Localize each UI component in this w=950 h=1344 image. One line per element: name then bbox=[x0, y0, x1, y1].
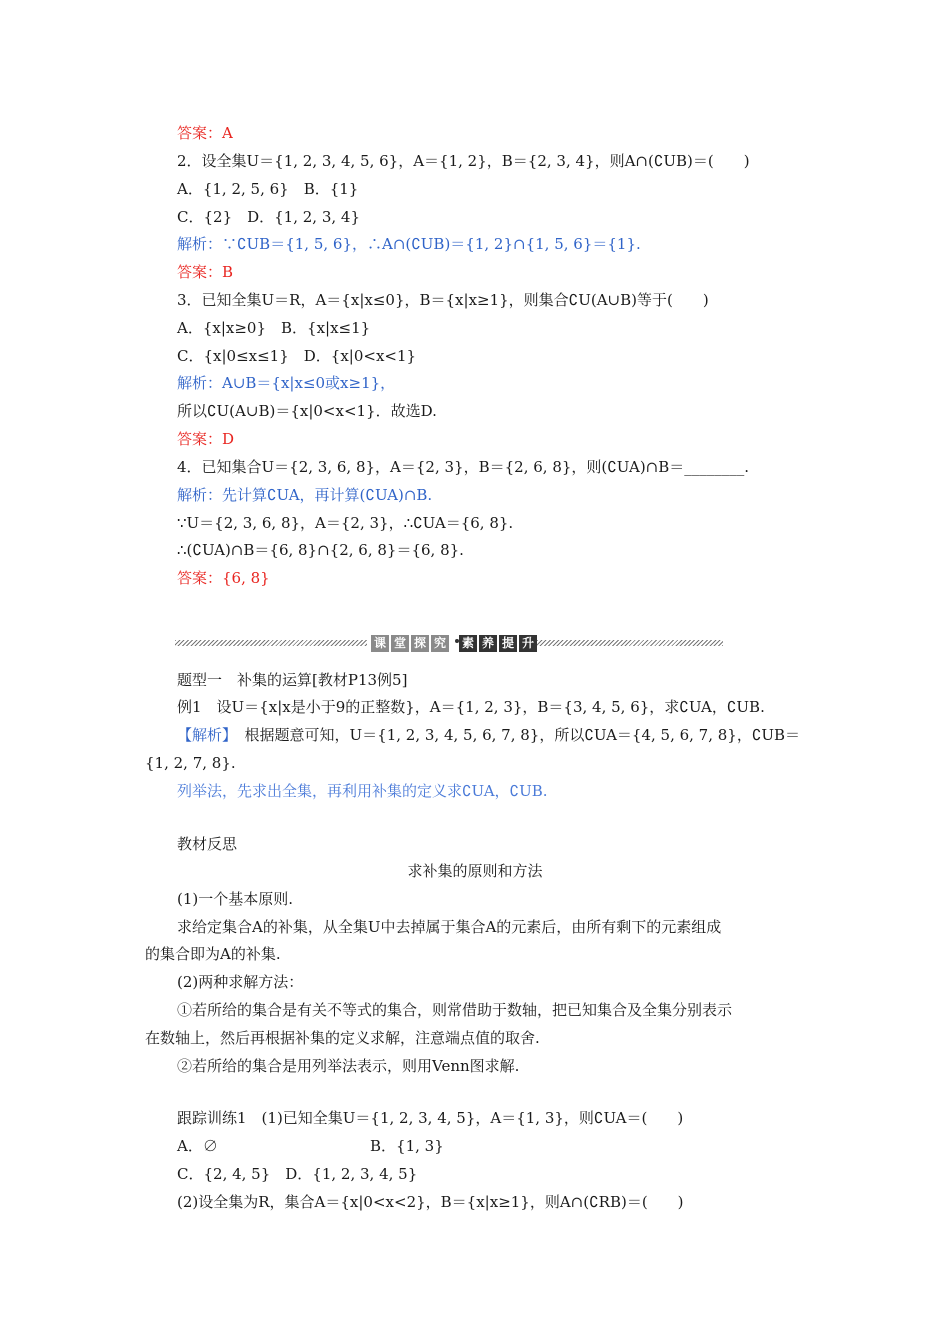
banner-char: 提 bbox=[499, 635, 517, 652]
banner-char: 升 bbox=[519, 635, 537, 652]
answer-line: 答案：B bbox=[177, 263, 234, 281]
example-1: 例1 设U＝{x|x是小于9的正整数}，A＝{1, 2, 3}，B＝{3, 4, 5, 6}，求∁UA，∁UB. bbox=[177, 698, 765, 716]
banner-char: 探 bbox=[411, 635, 429, 652]
section-banner bbox=[175, 634, 723, 654]
options-line: A．{1, 2, 5, 6} B．{1} bbox=[177, 180, 359, 198]
banner-char: 养 bbox=[479, 635, 497, 652]
options-line: C．{2} D．{1, 2, 3, 4} bbox=[177, 208, 361, 226]
analysis-line: 解析：A∪B＝{x|x≤0或x≥1}， bbox=[177, 374, 396, 392]
banner-hatch-right bbox=[537, 640, 723, 646]
options-line bbox=[177, 1136, 218, 1156]
solution-label: 【解析】 bbox=[177, 726, 230, 744]
section-heading: 题型一 补集的运算[教材P13例5] bbox=[177, 671, 408, 689]
banner-char: 究 bbox=[431, 635, 449, 652]
analysis-line: 解析：先计算∁UA，再计算(∁UA)∩B. bbox=[177, 486, 433, 504]
banner-char: 堂 bbox=[391, 635, 409, 652]
solution-text: 根据题意可知，U＝{1, 2, 3, 4, 5, 6, 7, 8}，所以∁UA＝{4, 5, 6, 7, 8}，∁UB＝ bbox=[229, 726, 801, 744]
method-1-cont: 在数轴上，然后再根据补集的定义求解，注意端点值的取舍. bbox=[145, 1029, 540, 1047]
analysis-text: 所以∁U(A∪B)＝{x|0<x<1}．故选D. bbox=[177, 402, 437, 420]
analysis-text: ∴(∁UA)∩B＝{6, 8}∩{2, 6, 8}＝{6, 8}. bbox=[177, 541, 464, 559]
analysis-line: 解析：∵∁UB＝{1, 5, 6}，∴A∩(∁UB)＝{1, 2}∩{1, 5, 6}＝{1}. bbox=[177, 235, 641, 253]
solution-line bbox=[177, 725, 800, 745]
solution-continued: {1, 2, 7, 8}. bbox=[145, 754, 236, 772]
principle-text: 求给定集合A的补集，从全集U中去掉属于集合A的元素后，由所有剩下的元素组成 bbox=[177, 918, 722, 936]
banner-hatch-left bbox=[175, 640, 367, 646]
options-line: C．{2, 4, 5} D．{1, 2, 3, 4, 5} bbox=[177, 1165, 418, 1183]
question-4: 4．已知集合U＝{2, 3, 6, 8}，A＝{2, 3}，B＝{2, 6, 8}，则(∁UA)∩B＝________. bbox=[177, 458, 750, 476]
answer-line: 答案：A bbox=[177, 124, 233, 142]
answer-line: 答案：{6, 8} bbox=[177, 569, 270, 587]
practice-2: (2)设全集为R，集合A＝{x|0<x<2}，B＝{x|x≥1}，则A∩(∁RB)＝( ) bbox=[177, 1193, 684, 1211]
banner-char: 课 bbox=[371, 635, 389, 652]
method-1: ①若所给的集合是有关不等式的集合，则常借助于数轴，把已知集合及全集分别表示 bbox=[177, 1001, 733, 1019]
options-line: A．{x|x≥0} B．{x|x≤1} bbox=[177, 319, 371, 337]
options-line: C．{x|0≤x≤1} D．{x|0<x<1} bbox=[177, 347, 417, 365]
reflection-label: 教材反思 bbox=[177, 835, 238, 853]
question-3: 3．已知全集U＝R，A＝{x|x≤0}，B＝{x|x≥1}，则集合∁U(A∪B)等于( ) bbox=[177, 291, 709, 309]
banner-tag-right bbox=[459, 634, 539, 652]
method-note: 列举法，先求出全集，再利用补集的定义求∁UA，∁UB. bbox=[177, 782, 548, 800]
answer-line: 答案：D bbox=[177, 430, 235, 448]
methods-heading: (2)两种求解方法： bbox=[177, 973, 304, 991]
analysis-text: ∵U＝{2, 3, 6, 8}，A＝{2, 3}，∴∁UA＝{6, 8}. bbox=[177, 514, 514, 532]
principle-heading: (1)一个基本原则. bbox=[177, 890, 294, 908]
reflection-title: 求补集的原则和方法 bbox=[407, 862, 543, 880]
banner-char: 素 bbox=[459, 635, 477, 652]
method-2: ②若所给的集合是用列举法表示，则用Venn图求解. bbox=[177, 1057, 520, 1075]
practice-1: 跟踪训练1 (1)已知全集U＝{1, 2, 3, 4, 5}，A＝{1, 3}，则∁UA＝( ) bbox=[177, 1109, 684, 1127]
option-b: B．{1, 3} bbox=[370, 1137, 444, 1155]
question-2: 2．设全集U＝{1, 2, 3, 4, 5, 6}，A＝{1, 2}，B＝{2, 3, 4}，则A∩(∁UB)＝( ) bbox=[177, 152, 750, 170]
option-a: A．∅ bbox=[177, 1137, 218, 1155]
banner-tag-left bbox=[371, 634, 451, 652]
principle-text-cont: 的集合即为A的补集. bbox=[145, 945, 281, 963]
